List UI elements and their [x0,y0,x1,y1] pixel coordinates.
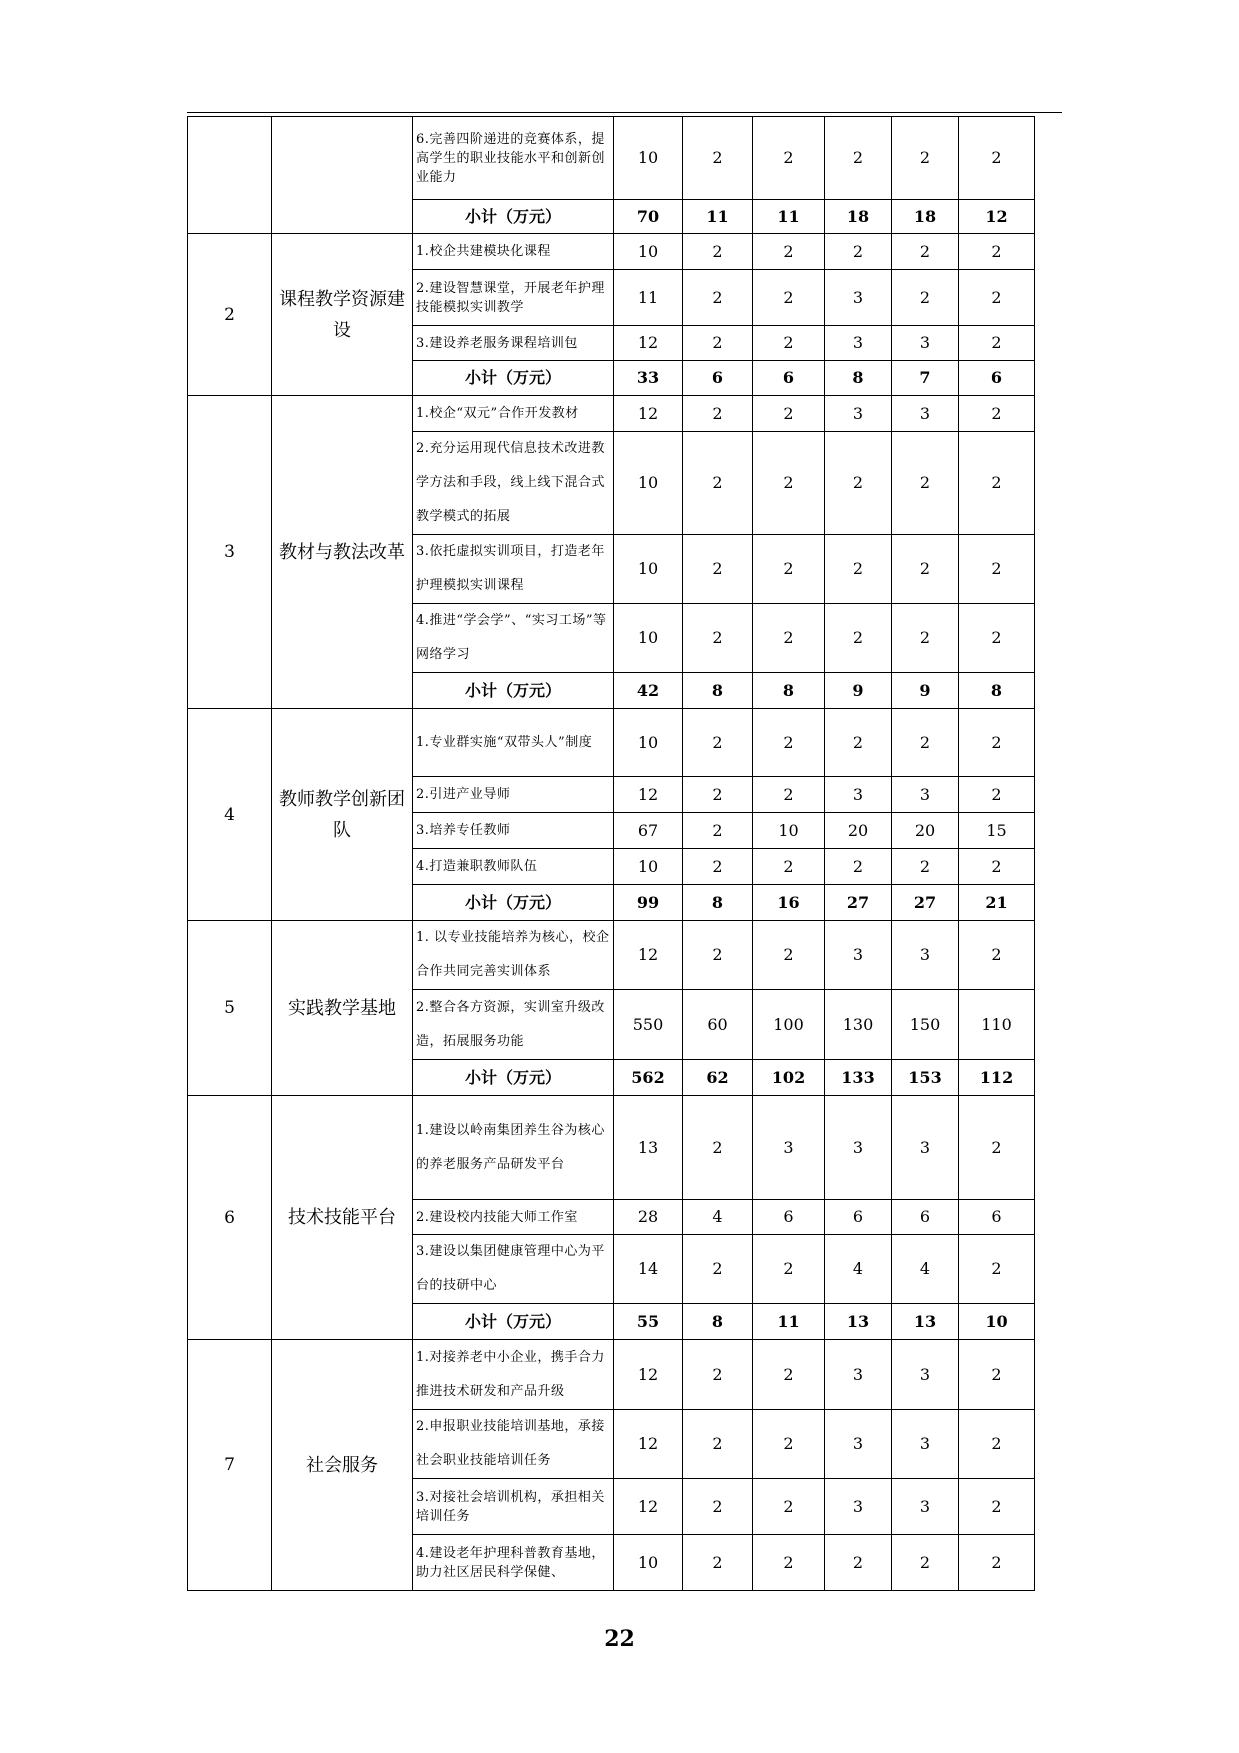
task-label: 1.对接养老中小企业，携手合力推进技术研发和产品升级 [413,1340,614,1410]
project-name: 技术技能平台 [272,1096,413,1340]
value-cell: 2 [683,849,753,885]
value-cell: 2 [892,432,959,535]
value-cell: 2 [683,1340,753,1410]
project-name: 教师教学创新团队 [272,709,413,921]
value-cell: 2 [959,432,1035,535]
value-cell: 2 [959,117,1035,200]
subtotal-cell: 55 [614,1304,683,1340]
value-cell: 28 [614,1200,683,1235]
subtotal-cell: 21 [959,885,1035,921]
value-cell: 3 [825,1479,892,1535]
task-label: 2.申报职业技能培训基地，承接社会职业技能培训任务 [413,1410,614,1479]
value-cell: 2 [753,777,825,813]
group-number: 4 [188,709,272,921]
project-name: 课程教学资源建设 [272,234,413,396]
value-cell: 2 [825,709,892,777]
subtotal-cell: 8 [959,673,1035,709]
task-label: 3.建设养老服务课程培训包 [413,326,614,361]
value-cell: 2 [892,709,959,777]
subtotal-label: 小计（万元） [413,1060,614,1096]
value-cell: 3 [892,326,959,361]
value-cell: 14 [614,1235,683,1304]
value-cell: 15 [959,813,1035,849]
subtotal-cell: 13 [892,1304,959,1340]
project-name: 教材与教法改革 [272,396,413,709]
value-cell: 12 [614,1340,683,1410]
value-cell: 12 [614,396,683,432]
value-cell: 2 [753,1410,825,1479]
value-cell: 10 [753,813,825,849]
value-cell: 2 [753,396,825,432]
task-label: 6.完善四阶递进的竞赛体系，提高学生的职业技能水平和创新创业能力 [413,117,614,200]
subtotal-cell: 8 [683,885,753,921]
subtotal-cell: 6 [683,361,753,396]
value-cell: 2 [959,234,1035,270]
subtotal-cell: 6 [959,361,1035,396]
value-cell: 2 [959,270,1035,326]
value-cell: 2 [683,1235,753,1304]
value-cell: 2 [959,1535,1035,1591]
subtotal-cell: 8 [683,673,753,709]
value-cell: 2 [753,849,825,885]
table-row [188,396,1035,432]
value-cell: 3 [825,396,892,432]
project-name [272,117,413,234]
subtotal-cell: 10 [959,1304,1035,1340]
subtotal-label: 小计（万元） [413,361,614,396]
table-row [188,1340,1035,1410]
value-cell: 3 [825,1096,892,1200]
subtotal-cell: 153 [892,1060,959,1096]
value-cell: 2 [753,117,825,200]
value-cell: 11 [614,270,683,326]
value-cell: 10 [614,535,683,604]
value-cell: 2 [959,396,1035,432]
value-cell: 150 [892,990,959,1060]
value-cell: 3 [825,270,892,326]
group-number: 6 [188,1096,272,1340]
value-cell: 3 [825,326,892,361]
budget-table [187,116,1035,1591]
value-cell: 2 [683,535,753,604]
subtotal-cell: 7 [892,361,959,396]
value-cell: 60 [683,990,753,1060]
value-cell: 2 [825,1535,892,1591]
value-cell: 2 [753,1479,825,1535]
value-cell: 10 [614,432,683,535]
subtotal-cell: 27 [892,885,959,921]
subtotal-cell: 8 [825,361,892,396]
subtotal-cell: 16 [753,885,825,921]
value-cell: 2 [825,604,892,673]
value-cell: 10 [614,709,683,777]
subtotal-cell: 70 [614,200,683,234]
task-label: 3.对接社会培训机构，承担相关培训任务 [413,1479,614,1535]
subtotal-cell: 8 [753,673,825,709]
value-cell: 67 [614,813,683,849]
task-label: 2.建设校内技能大师工作室 [413,1200,614,1235]
value-cell: 6 [753,1200,825,1235]
value-cell: 2 [959,1479,1035,1535]
group-number: 5 [188,921,272,1096]
value-cell: 3 [892,396,959,432]
value-cell: 2 [683,921,753,990]
value-cell: 13 [614,1096,683,1200]
header-rule [187,112,1062,113]
value-cell: 3 [825,921,892,990]
value-cell: 2 [683,604,753,673]
task-label: 3.培养专任教师 [413,813,614,849]
subtotal-cell: 112 [959,1060,1035,1096]
value-cell: 2 [753,234,825,270]
value-cell: 2 [892,1535,959,1591]
subtotal-label: 小计（万元） [413,200,614,234]
value-cell: 2 [959,1096,1035,1200]
subtotal-cell: 62 [683,1060,753,1096]
value-cell: 2 [753,432,825,535]
value-cell: 2 [753,604,825,673]
value-cell: 3 [825,1340,892,1410]
table-row [188,234,1035,270]
group-number: 3 [188,396,272,709]
value-cell: 2 [959,709,1035,777]
subtotal-cell: 562 [614,1060,683,1096]
subtotal-cell: 6 [753,361,825,396]
value-cell: 10 [614,234,683,270]
value-cell: 2 [683,432,753,535]
value-cell: 2 [959,535,1035,604]
group-number: 2 [188,234,272,396]
subtotal-label: 小计（万元） [413,1304,614,1340]
value-cell: 2 [959,921,1035,990]
subtotal-label: 小计（万元） [413,885,614,921]
page-number: 22 [604,1626,635,1652]
subtotal-cell: 11 [753,200,825,234]
value-cell: 2 [683,270,753,326]
value-cell: 2 [753,535,825,604]
subtotal-cell: 102 [753,1060,825,1096]
value-cell: 6 [892,1200,959,1235]
value-cell: 2 [753,1535,825,1591]
value-cell: 550 [614,990,683,1060]
task-label: 1.校企共建模块化课程 [413,234,614,270]
value-cell: 2 [753,326,825,361]
value-cell: 2 [683,709,753,777]
task-label: 1. 以专业技能培养为核心，校企合作共同完善实训体系 [413,921,614,990]
value-cell: 130 [825,990,892,1060]
value-cell: 2 [753,270,825,326]
value-cell: 2 [753,1340,825,1410]
value-cell: 4 [892,1235,959,1304]
value-cell: 3 [892,1410,959,1479]
subtotal-cell: 12 [959,200,1035,234]
value-cell: 12 [614,1479,683,1535]
value-cell: 110 [959,990,1035,1060]
value-cell: 10 [614,849,683,885]
subtotal-cell: 27 [825,885,892,921]
value-cell: 2 [959,1410,1035,1479]
value-cell: 10 [614,117,683,200]
value-cell: 12 [614,777,683,813]
subtotal-cell: 99 [614,885,683,921]
value-cell: 12 [614,326,683,361]
value-cell: 2 [892,270,959,326]
project-name: 社会服务 [272,1340,413,1591]
value-cell: 2 [892,849,959,885]
value-cell: 3 [825,1410,892,1479]
project-name: 实践教学基地 [272,921,413,1096]
value-cell: 12 [614,1410,683,1479]
value-cell: 3 [753,1096,825,1200]
subtotal-cell: 18 [892,200,959,234]
table-row [188,921,1035,990]
value-cell: 2 [892,234,959,270]
task-label: 2.建设智慧课堂，开展老年护理技能模拟实训教学 [413,270,614,326]
value-cell: 2 [825,117,892,200]
task-label: 1.校企“双元”合作开发教材 [413,396,614,432]
table-row [188,117,1035,200]
subtotal-label: 小计（万元） [413,673,614,709]
value-cell: 2 [753,1235,825,1304]
value-cell: 4 [683,1200,753,1235]
task-label: 2.引进产业导师 [413,777,614,813]
table-row [188,709,1035,777]
subtotal-cell: 42 [614,673,683,709]
value-cell: 2 [825,849,892,885]
value-cell: 2 [683,777,753,813]
task-label: 1.专业群实施“双带头人”制度 [413,709,614,777]
subtotal-cell: 8 [683,1304,753,1340]
value-cell: 2 [753,921,825,990]
value-cell: 2 [825,234,892,270]
subtotal-cell: 18 [825,200,892,234]
value-cell: 3 [892,1096,959,1200]
value-cell: 12 [614,921,683,990]
subtotal-cell: 13 [825,1304,892,1340]
value-cell: 2 [683,1410,753,1479]
value-cell: 2 [683,396,753,432]
value-cell: 10 [614,604,683,673]
value-cell: 2 [683,234,753,270]
table-row [188,1096,1035,1200]
subtotal-cell: 33 [614,361,683,396]
task-label: 2.整合各方资源，实训室升级改造，拓展服务功能 [413,990,614,1060]
value-cell: 2 [892,535,959,604]
task-label: 4.推进“学会学”、“实习工场”等网络学习 [413,604,614,673]
subtotal-cell: 11 [753,1304,825,1340]
value-cell: 20 [825,813,892,849]
value-cell: 6 [825,1200,892,1235]
value-cell: 2 [825,535,892,604]
value-cell: 3 [892,921,959,990]
value-cell: 3 [892,1340,959,1410]
value-cell: 2 [753,709,825,777]
value-cell: 3 [825,777,892,813]
value-cell: 2 [959,777,1035,813]
task-label: 3.依托虚拟实训项目，打造老年护理模拟实训课程 [413,535,614,604]
task-label: 2.充分运用现代信息技术改进教学方法和手段，线上线下混合式教学模式的拓展 [413,432,614,535]
value-cell: 2 [959,326,1035,361]
value-cell: 2 [892,604,959,673]
value-cell: 2 [959,1340,1035,1410]
value-cell: 100 [753,990,825,1060]
task-label: 1.建设以岭南集团养生谷为核心的养老服务产品研发平台 [413,1096,614,1200]
subtotal-cell: 133 [825,1060,892,1096]
value-cell: 3 [892,777,959,813]
value-cell: 6 [959,1200,1035,1235]
subtotal-cell: 11 [683,200,753,234]
value-cell: 2 [892,117,959,200]
subtotal-cell: 9 [825,673,892,709]
value-cell: 10 [614,1535,683,1591]
task-label: 4.建设老年护理科普教育基地，助力社区居民科学保健、 [413,1535,614,1591]
group-number: 7 [188,1340,272,1591]
task-label: 4.打造兼职教师队伍 [413,849,614,885]
value-cell: 4 [825,1235,892,1304]
subtotal-cell: 9 [892,673,959,709]
value-cell: 2 [683,813,753,849]
value-cell: 3 [892,1479,959,1535]
value-cell: 2 [683,1479,753,1535]
value-cell: 2 [959,849,1035,885]
value-cell: 2 [825,432,892,535]
value-cell: 2 [959,1235,1035,1304]
value-cell: 2 [683,326,753,361]
task-label: 3.建设以集团健康管理中心为平台的技研中心 [413,1235,614,1304]
value-cell: 20 [892,813,959,849]
value-cell: 2 [683,1096,753,1200]
value-cell: 2 [683,117,753,200]
group-number [188,117,272,234]
value-cell: 2 [959,604,1035,673]
value-cell: 2 [683,1535,753,1591]
